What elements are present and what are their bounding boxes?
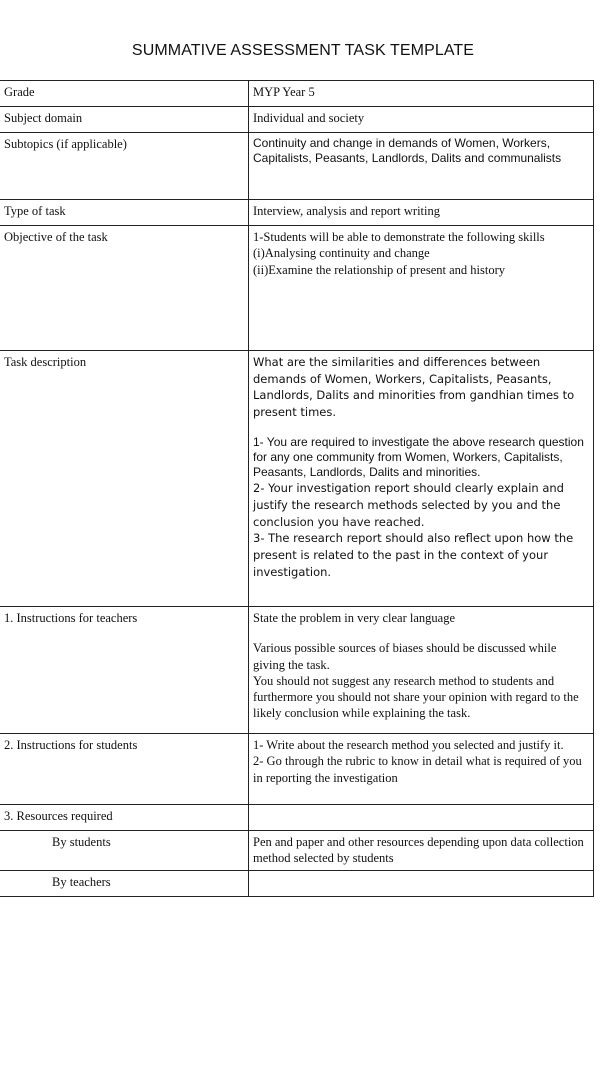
label-by-teachers: By teachers: [0, 870, 249, 896]
row-instructions-teachers: [0, 607, 594, 734]
document-title: SUMMATIVE ASSESSMENT TASK TEMPLATE: [131, 42, 475, 59]
row-subject-domain: [0, 107, 594, 133]
teachers-line-1: State the problem in very clear language: [253, 611, 456, 625]
label-type-of-task: Type of task: [0, 200, 249, 226]
value-subtopics: Continuity and change in demands of Women, Workers, Capitalists, Peasants, Landlords, Dalits and communalists: [249, 133, 594, 200]
row-task-description: [0, 351, 594, 607]
value-grade: MYP Year 5: [249, 81, 594, 107]
row-objective: [0, 226, 594, 351]
value-by-teachers: [249, 870, 594, 896]
row-grade: [0, 81, 594, 107]
value-resources-required: [249, 805, 594, 831]
label-grade: Grade: [0, 81, 249, 107]
label-resources-required: 3. Resources required: [0, 805, 249, 831]
label-objective: Objective of the task: [0, 226, 249, 351]
label-task-description: Task description: [0, 351, 249, 607]
teachers-line-2: Various possible sources of biases should be discussed while giving the task.: [253, 641, 557, 672]
row-by-students: [0, 831, 594, 871]
students-line-2: 2- Go through the rubric to know in detail what is required of you in reporting the investigation: [253, 754, 582, 785]
label-instructions-students: 2. Instructions for students: [0, 734, 249, 805]
value-objective: [249, 226, 594, 351]
value-subject-domain: Individual and society: [249, 107, 594, 133]
value-task-description: [249, 351, 594, 607]
label-by-students: By students: [0, 831, 249, 871]
value-type-of-task: Interview, analysis and report writing: [249, 200, 594, 226]
row-resources-required: [0, 805, 594, 831]
teachers-line-3: You should not suggest any research method to students and furthermore you should not share your opinion with regard to the likely conclusion while explaining the task.: [253, 673, 579, 721]
value-instructions-teachers: [249, 607, 594, 734]
value-instructions-students: [249, 734, 594, 805]
task-point-1: 1- You are required to investigate the above research question for any one community from Women, Workers, Capitalists, Peasants, Landlords, Dalits and minorities.: [253, 434, 584, 480]
row-subtopics: [0, 133, 594, 200]
objective-line-1: 1-Students will be able to demonstrate the following skills: [253, 230, 545, 244]
task-question: What are the similarities and differences between demands of Women, Workers, Capitalists, Peasants, Landlords, Dalits and minorities from gandhian times to present times.: [253, 355, 575, 420]
row-by-teachers: [0, 870, 594, 896]
value-by-students: Pen and paper and other resources depending upon data collection method selected by students: [249, 831, 594, 871]
label-subject-domain: Subject domain: [0, 107, 249, 133]
objective-line-2: (i)Analysing continuity and change: [253, 246, 430, 261]
row-type-of-task: [0, 200, 594, 226]
label-subtopics: Subtopics (if applicable): [0, 133, 249, 200]
label-instructions-teachers: 1. Instructions for teachers: [0, 607, 249, 734]
task-point-3: 3- The research report should also reflect upon how the present is related to the past in the context of your investigation.: [253, 531, 574, 579]
students-line-1: 1- Write about the research method you selected and justify it.: [253, 738, 564, 752]
assessment-table: [0, 80, 594, 897]
task-point-2: 2- Your investigation report should clearly explain and justify the research methods selected by you and the conclusion you have reached.: [253, 481, 564, 529]
row-instructions-students: [0, 734, 594, 805]
objective-line-3: (ii)Examine the relationship of present and history: [253, 262, 506, 277]
